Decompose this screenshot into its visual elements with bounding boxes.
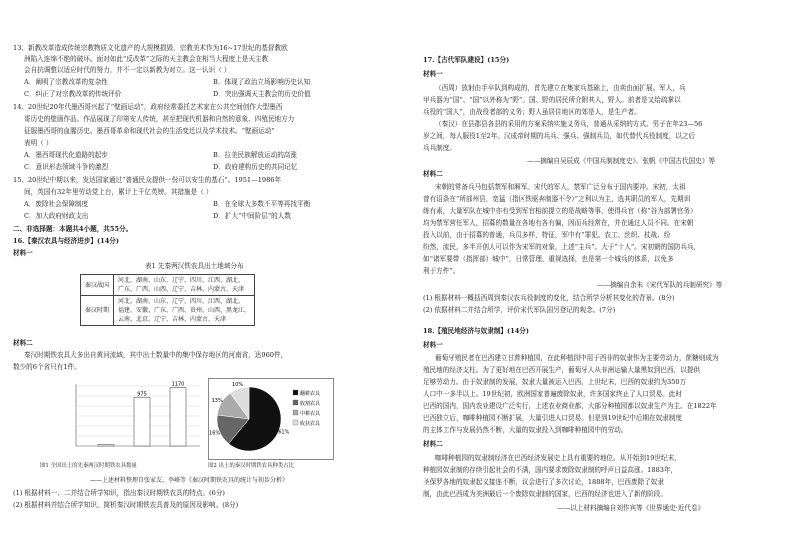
q17-m2-line-3: 练有素，大量军队在城中亦有受到军官相前提立的是战略等事，使得兵官（称“谷为部署官务） — [423, 207, 697, 215]
q17-m2-line-1: 宋朝的常备兵马包括禁军和厢军。宋代的军人，禁军广泛分布于国内要冲。宋初，太祖 — [435, 183, 686, 191]
q14-line-1: 14、20世纪20年代墨西哥兴起了“壁画运动”，政府经常委托艺术家在公共空间创作大型墨西 — [13, 103, 283, 111]
q15-option-b: B．在全球大多数不平等再找平衡 — [213, 200, 311, 208]
q16-table-caption: 表1 先秦两汉铁农具出土地域分布 — [145, 262, 244, 270]
q14-line-4: 表明（ ） — [24, 139, 53, 147]
q17-title: 17.【古代军队建设】(15分) — [423, 56, 510, 64]
bar-value-label: 975 — [137, 391, 147, 398]
table-row — [81, 296, 255, 326]
q17-m2-line-6: 纷然，流民，多半开创人可以作为宋军的对象，上述“主兵”。大于“十人”。宋初朝的国防兵兵， — [423, 243, 701, 251]
bar — [98, 445, 114, 447]
table-cell-line: 云南、北京、辽宁、吉林、内蒙古、天津 — [118, 316, 227, 323]
q13-line-2: 洲陷入连绵不绝的破坏。面对如此“反改革”之际的天主教会在相当大程度上是天主教 — [24, 55, 269, 63]
q15-option-a: A．废除社会保障制度 — [24, 200, 89, 208]
pie-value-label: 10% — [232, 381, 244, 388]
pie-value-label: 61% — [278, 429, 290, 436]
q15-line-2: 间，英国有32年里劳动党上台，累计上千亿英镑。其措施是（ ） — [24, 188, 213, 196]
table-cell: 秦汉战国 — [81, 275, 114, 296]
q17-m1-line-2: 甲兵器为“国”、“国”以外称为“野”。国、野的居民所介附其人，野人。前者是又给疏掌以 — [423, 96, 681, 104]
bar — [170, 388, 186, 447]
bar-chart — [60, 378, 205, 458]
bar-value-label: 1170 — [171, 381, 185, 388]
q17-m2-line-5: 投入以前，由于招募的普通，兵员多样，特征，军中有“罪犯、农工、丝织、杖战、纷 — [423, 231, 671, 239]
q17-m1-line-4: （秦汉）在县郡县各县的采用的方案采纳实施义务兵，普通从采纳的方式。男子在年23—56 — [435, 120, 703, 128]
q18-m1-line-7: 的主体工作与发展仍然不断，大量的奴隶投入到咖啡种植园中的劳动。 — [423, 426, 628, 434]
q13-option-c: C．纠正了对宗教改革的传统评价 — [24, 90, 122, 98]
q17-question-2: (2) 依据材料二并结合所学，评价宋代军队国另登记的观念。(7分) — [423, 306, 616, 314]
legend-swatch — [293, 400, 298, 405]
q16-question-2: (2) 根据材料并结合所学知识，简析秦汉时期铁农具普及的原因及影响。(8分) — [13, 501, 239, 509]
q18-m2-line-4: 制，由此巴西成为美洲最后一个废除奴隶制的国家，巴西的经济也进入了新的阶段。 — [423, 490, 667, 498]
q16-table — [80, 274, 255, 326]
q18-material-2-label: 材料二 — [423, 440, 443, 448]
legend-label: 收获农具 — [300, 421, 321, 427]
q17-m2-line-2: 曾有诏条在“所部州县，宽猛（指区铁驱奔制器不令）”之利以为主，选其职员的军人，先期训 — [423, 195, 691, 203]
q17-m1-line-1: （西周）放射由手卒队到构成的，首先建立在集家兵基础上，由卖由面扩展。军人，兵 — [435, 84, 686, 92]
q17-m1-line-3: 兵役的“国人”，由战役者部的义务；野人虽居住地区的郊是人，是生产者。 — [423, 108, 641, 116]
q13-option-a: A．阐明了宗教改革的复杂性 — [24, 78, 108, 86]
q18-m2-line-3: 圣保罗各地的奴隶起义接连不断，议会进行了多次讨论，1888年，巴西废除了奴隶 — [423, 478, 664, 486]
figure-source: ——上述材料整理自张家友、李峰等《秦汉时期铁农具的统计与初步分析》 — [90, 477, 289, 484]
legend-swatch — [293, 410, 298, 415]
q18-m1-line-5: 巴西的国内，国内农业建设广泛实行，上述农业商业都，大部分种植园都以奴隶生产为主。在1822年 — [423, 402, 717, 410]
table-cell-line: 河北、湖南、山东、辽宁、四川、江西、湖北、 — [118, 298, 245, 305]
table-cell: 秦汉时期 — [81, 296, 114, 326]
q17-question-1: (1) 根据材料一概括西周到秦汉农兵役制度的变化，结合所学分析其变化的背景。(8分) — [423, 294, 675, 302]
q16-material-2-line-2: 数少的6个省只有1件。 — [13, 363, 81, 371]
right-column — [397, 0, 794, 560]
q18-m2-line-1: 咖啡种植园的奴隶制经济在巴西经济发展史上具有重要的地位。从开始到19世纪末， — [435, 454, 681, 462]
q14-option-c: C．意识形态领域斗争的激烈 — [24, 163, 109, 171]
q17-m2-line-7: 如“诸军要带（指挥部）城中”，日常管理，重视选择，也是第一个城兵的体系，以免多 — [423, 255, 674, 263]
q17-m1-source: ——摘编自吴辰成《中国兵制制度史》、张帆《中国古代国史》等 — [527, 157, 715, 165]
q17-m1-line-6: 兵兵制度。 — [423, 144, 456, 152]
table-cell — [114, 275, 255, 296]
q13-option-b: B．体现了政治立场影响历史认知 — [213, 78, 311, 86]
pie-value-label: 16% — [209, 430, 221, 437]
pie-chart — [208, 378, 334, 460]
legend-label: 收割农具 — [300, 401, 321, 407]
figure-2-caption: 图2 出土的秦汉时期铁农具种类占比 — [208, 463, 295, 469]
legend-label: 翻耕农具 — [300, 391, 321, 397]
q17-m2-line-4: 均为禁军营任军人，招募的数量在各地有各有偏，因而兵经常在，并在通过人员不同。在宋朝 — [423, 219, 694, 227]
q18-m1-line-2: 殖民地的经济支柱。为了更好地在巴西开展生产，葡萄牙人从非洲运输大量黑奴到巴西，以提供 — [423, 366, 700, 374]
q15-option-d: D．扩大“中间阶层”的人数 — [213, 212, 291, 220]
q18-m1-line-4: 人口中一多半以上。19世纪初，欧洲国家普遍废除奴隶，许多国家终止了人口贸易。此时 — [423, 390, 682, 398]
q13-option-d: D．突出强调天主教会的历史价值 — [213, 90, 311, 98]
q17-material-1-label: 材料一 — [423, 70, 443, 78]
bar — [134, 397, 150, 446]
q14-line-2: 哥历史的壁画作品。作品展现了印第安人传统，甚至把现代机器和自然的意象、四殖民地方力 — [24, 115, 295, 123]
legend-swatch — [293, 420, 298, 425]
q17-m1-line-5: 岁之间，每人服役1至2年。汉成帝时期的兵兵、强兵、强制兵员，如代替代兵役制度，以之后 — [423, 132, 696, 140]
legend-swatch — [293, 390, 298, 395]
q15-option-c: C．加大政府财政支出 — [24, 212, 89, 220]
q16-title: 16.【秦汉农具与经济进步】(14分) — [13, 237, 120, 245]
q18-material-1-label: 材料一 — [423, 341, 443, 349]
table-row — [81, 275, 255, 296]
q18-m2-source: ——以上材料摘编自刘作宾等《世界通史·近代卷》 — [557, 504, 705, 512]
q13-line-1: 13、新教改革造成传统宗教物质文化遗产的大规模损毁，宗教美术作为16~17世纪的基督教欧 — [13, 44, 288, 52]
q13-line-3: 会自抗调整以适应时代的努力，并不一定以新教为对立。这一认识（ ） — [24, 66, 231, 74]
q16-material-2-label: 材料二 — [13, 339, 33, 347]
q18-m1-line-6: 巴西独立后，咖啡种植园不断扩展，大量引进人口贸易。但是到19世纪中后期在奴隶制度 — [423, 414, 682, 422]
q18-m1-line-3: 足够劳动力。由于奴隶制的发展，奴隶大量被运入巴西，上世纪末，巴西的奴隶约为350万 — [423, 378, 687, 386]
q18-m2-line-2: 种植园奴隶制的存续引起社会的不满，国内要求废除奴隶制的呼声日益高涨。1883年， — [423, 466, 678, 474]
q15-line-1: 15、20世纪中期以来，发达国家通过“普通民众提供一份可以安生的基石”。1951—1986年 — [13, 176, 282, 184]
q16-material-2-line-1: 秦汉时期铁农具大多出自黄河流域，其中出土数量中的集中保存地区的河南省，达960件， — [24, 351, 288, 359]
table-cell — [114, 296, 255, 326]
table-cell-line: 河北、湖南、山东、辽宁、四川、江西、湖北、 — [118, 277, 245, 284]
q16-question-1: (1) 根据材料一、二并结合所学知识，指出秦汉时期铁农具的特点。(6分) — [13, 489, 225, 497]
section-heading: 二、非选择题：本题共4小题，共55分。 — [13, 225, 133, 233]
q18-title: 18.【殖民地经济与奴隶制】(14分) — [423, 327, 530, 335]
q14-option-d: D．政府建构历史的共同记忆 — [213, 163, 298, 171]
table-cell-line: 福建、安徽、广东、广西、贵州、山西、黑龙江、 — [118, 307, 251, 314]
pie-value-label: 13% — [211, 398, 223, 405]
q17-m2-source: ——摘编自余未《宋代军队的兵制研究》等 — [597, 281, 723, 289]
figure-1-caption: 图1 全国出土的先秦两汉时期铁农具数量 — [40, 463, 137, 469]
q16-material-1-label: 材料一 — [13, 249, 33, 257]
table-cell-line: 广东、广西、山西、辽宁、吉林、内蒙古、天津 — [118, 286, 245, 293]
q14-line-3: 征服墨西哥的血腥历史、墨西哥革命和现代社会的生活变迁以及学术技术。“壁画运动” — [24, 127, 275, 135]
legend-label: 中耕农具 — [300, 411, 321, 417]
q14-option-a: A．墨西哥现代化道路的起步 — [24, 151, 108, 159]
q14-option-b: B．拉美民族解放运动的高涨 — [213, 151, 297, 159]
q17-m2-line-8: 利于方件”。 — [423, 267, 460, 275]
q18-m1-line-1: 葡萄牙殖民者在巴西建立甘蔗种植园，在此种植园中用于西非的奴隶作为主要劳动力，蔗糖则成为 — [435, 354, 719, 362]
q17-material-2-label: 材料二 — [423, 170, 443, 178]
